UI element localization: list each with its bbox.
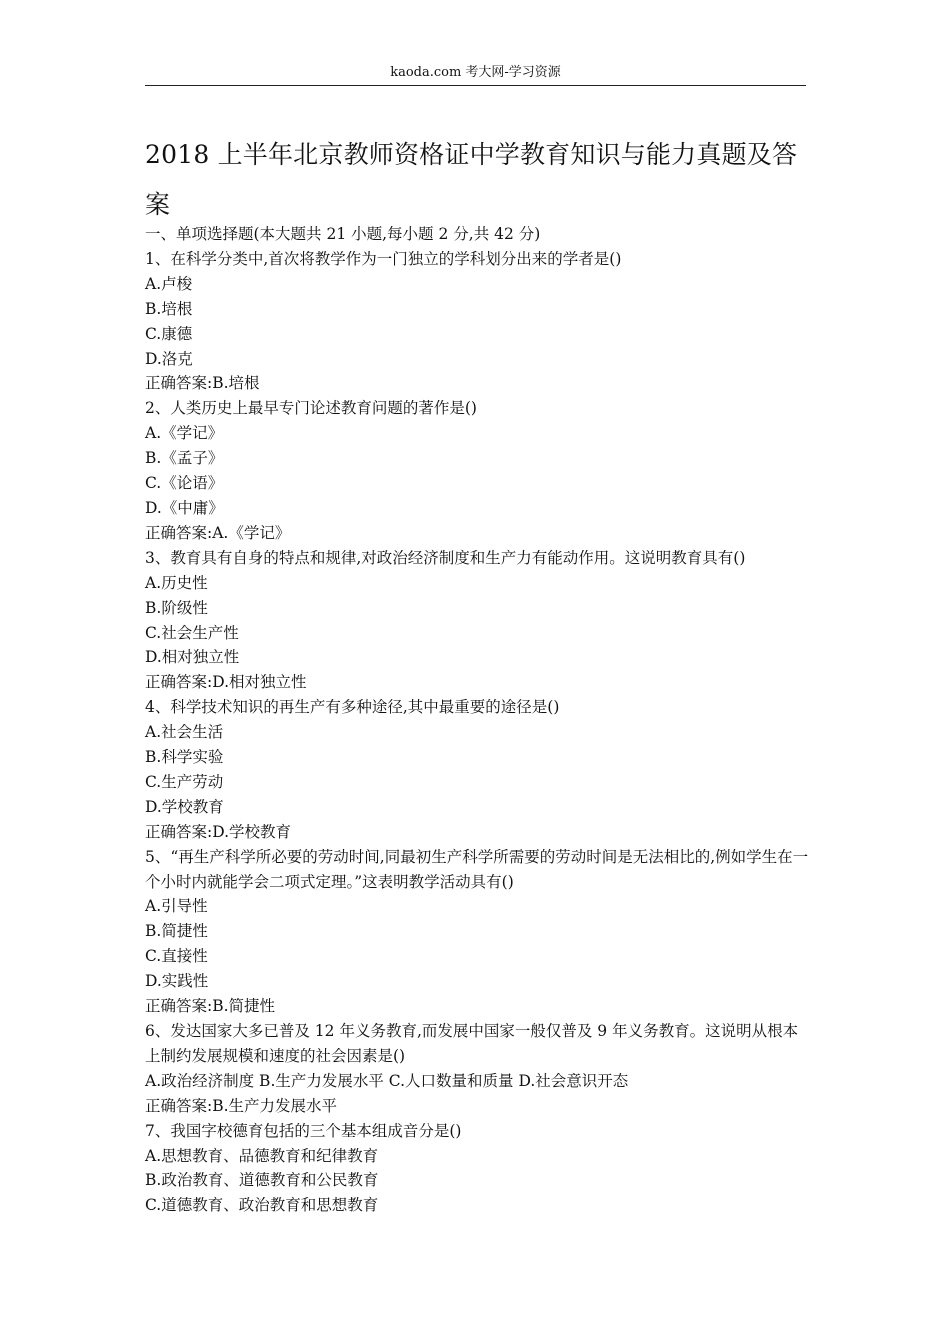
answer-text: 正确答案:B.简捷性 [145,997,276,1016]
question-block [145,396,810,545]
question-text: 6、发达国家大多已普及 12 年义务教育,而发展中国家一般仅普及 9 年义务教育。这说明从根本上制约发展规模和速度的社会因素是() [145,1022,799,1065]
document-title: 2018 上半年北京教师资格证中学教育知识与能力真题及答案 [145,140,798,219]
option: D.学校教育 [145,797,224,816]
option: A.《学记》 [145,424,224,443]
option: A.政治经济制度 B.生产力发展水平 C.人口数量和质量 D.社会意识开态 [145,1071,629,1090]
option: B.《孟子》 [145,449,224,468]
option: B.阶级性 [145,598,208,617]
question-block [145,1019,810,1119]
question-text: 4、科学技术知识的再生产有多种途径,其中最重要的途径是() [145,698,560,717]
option: C.社会生产性 [145,623,239,642]
option: D.相对独立性 [145,648,240,667]
answer-text: 正确答案:B.培根 [145,374,260,393]
option: C.道德教育、政治教育和思想教育 [145,1196,379,1215]
option: D.洛克 [145,349,193,368]
option: B.政治教育、道德教育和公民教育 [145,1171,379,1190]
option: B.科学实验 [145,748,224,767]
option: C.《论语》 [145,474,224,493]
header-divider [145,85,806,86]
option: A.引导性 [145,897,208,916]
option: C.生产劳动 [145,772,224,791]
section-heading: 一、单项选择题(本大题共 21 小题,每小题 2 分,共 42 分) [145,225,541,243]
question-block [145,1119,810,1219]
document-body [145,222,810,1218]
answer-text: 正确答案:D.相对独立性 [145,673,307,692]
answer-text: 正确答案:D.学校教育 [145,822,292,841]
question-text: 5、“再生产科学所必要的劳动时间,同最初生产科学所需要的劳动时间是无法相比的,例如学生在一个小时内就能学会二项式定理。”这表明教学活动具有() [145,847,809,891]
option: C.直接性 [145,947,208,966]
option: A.卢梭 [145,274,193,293]
question-text: 3、教育具有自身的特点和规律,对政治经济制度和生产力有能动作用。这说明教育具有() [145,548,746,567]
question-text: 2、人类历史上最早专门论述教育问题的著作是() [145,399,477,418]
answer-text: 正确答案:A.《学记》 [145,523,291,542]
option: B.培根 [145,299,193,318]
question-block [145,247,810,396]
option: C.康德 [145,324,193,343]
option: A.社会生活 [145,723,224,742]
question-block [145,845,810,1019]
question-text: 7、我国字校德育包括的三个基本组成音分是() [145,1121,462,1140]
option: B.简捷性 [145,922,208,941]
option: A.思想教育、品德教育和纪律教育 [145,1146,379,1165]
answer-text: 正确答案:B.生产力发展水平 [145,1096,338,1115]
option: D.实践性 [145,972,209,991]
question-block [145,695,810,844]
question-block [145,546,810,695]
page-header: kaoda.com 考大网-学习资源 [390,65,561,80]
question-text: 1、在科学分类中,首次将教学作为一门独立的学科划分出来的学者是() [145,249,622,268]
option: A.历史性 [145,573,208,592]
option: D.《中庸》 [145,498,224,517]
